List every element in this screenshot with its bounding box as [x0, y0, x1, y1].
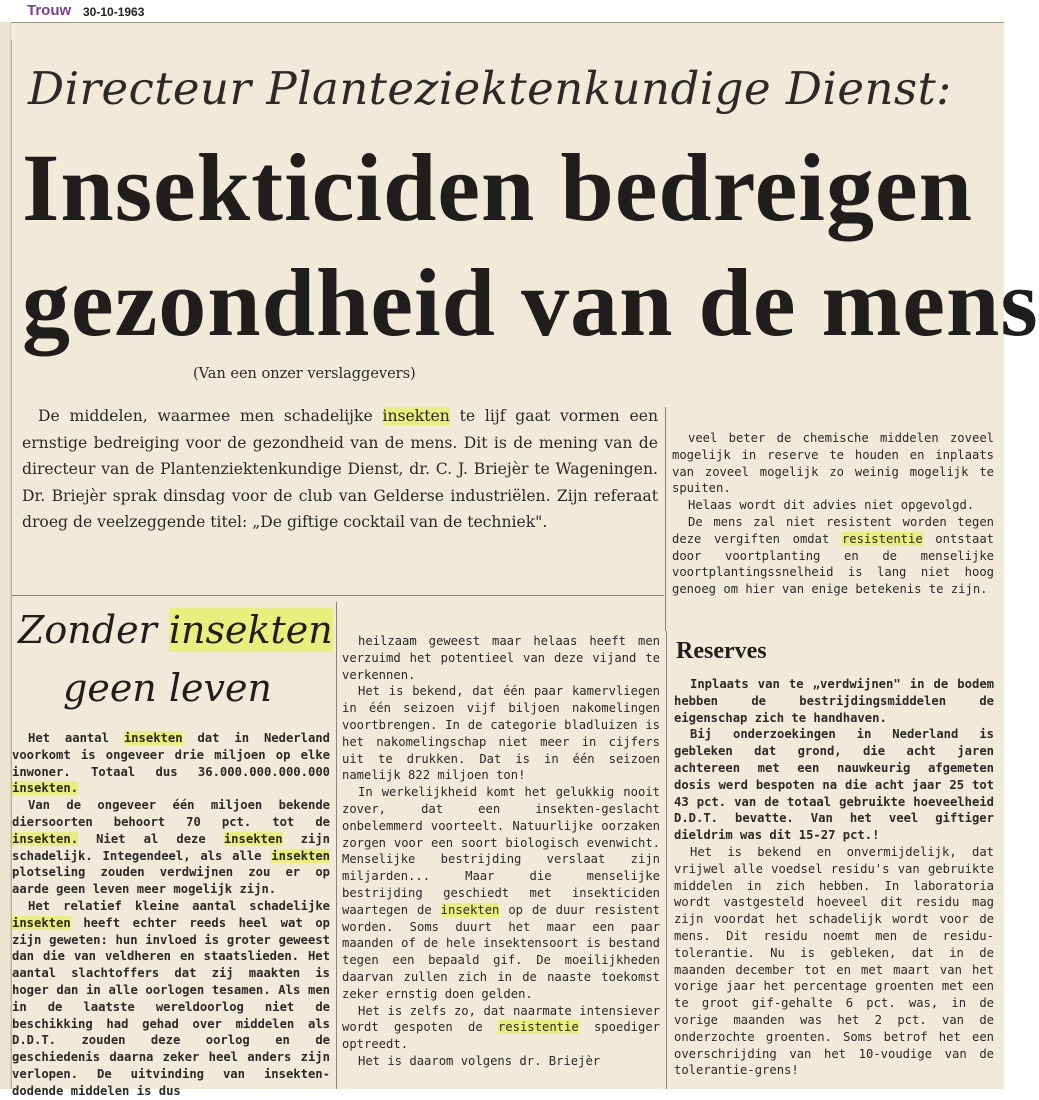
lead-paragraph: De middelen, waarmee men schadelijke insekten te lijf gaat vormen een ernstige bedreiging voor de gezondheid van de mens. Dit is de mening van de directeur van de Plantenziektenkundige Dienst, dr. C. J. Briejèr te Wageningen. Dr. Briejèr sprak dinsdag voor de club van Gelderse industriëlen. Zijn referaat droeg de veelzeggende titel: „De giftige cocktail van de techniek".	[22, 407, 658, 531]
publication-date: 30-10-1963	[83, 5, 145, 19]
highlighted-term: insekten.	[12, 831, 79, 846]
body-column-1: Het aantal insekten dat in Nederland voorkomt is ongeveer drie miljoen op elke inwoner. Totaal dus 36.000.000.000.000 insekten. Van de ongeveer één miljoen bekende diersoorten behoort 70 pct. tot de insekten. Niet al deze insekten zijn schadelijk. Integendeel, als alle insekten plotseling zouden verdwijnen zou er op aarde geen leven meer mogelijk zijn. Het relatief kleine aantal schadelijke insekten heeft echter reeds heel wat op zijn geweten: hun invloed is groter geweest dan die van veldheren en staatslieden. Het aantal slachtoffers dat zij maakten is hoger dan in alle oorlogen tesamen. Als men in de laatste wereldoorlog niet de beschikking had gehad over middelen als D.D.T. zouden deze oorlog en de geschiedenis daarna zeker heel anders zijn verlopen. De uitvinding van insekten-dodende middelen is dus	[12, 731, 330, 1098]
newspaper-name: Trouw	[27, 2, 72, 19]
highlighted-term: insekten	[271, 848, 330, 863]
top-rule	[0, 22, 1004, 23]
section-rule	[12, 595, 664, 596]
newspaper-clipping	[0, 22, 1039, 1098]
headline-line-1: Insekticiden bedreigen	[22, 134, 973, 241]
highlighted-term: insekten	[168, 608, 333, 652]
subheading-line-2: geen leven	[63, 666, 272, 710]
body-column-3: veel beter de chemische middelen zoveel mogelijk in reserve te houden en inplaats van zoveel mogelijk zo weinig mogelijk te spuiten. Helaas wordt dit advies niet opgevolgd. De mens zal niet resistent worden tegen deze vergiften omdat resistentie ontstaat door voortplanting en de menselijke voortplantingssnelheid is lang niet hoog genoeg om hier van enige betekenis te zijn.	[672, 431, 994, 597]
highlighted-term: resistentie	[497, 1020, 579, 1035]
header-bar	[0, 0, 1004, 22]
body-column-2: heilzaam geweest maar helaas heeft men verzuimd het potentieel van deze vijand te verkennen. Het is bekend, dat één paar kamervliegen in één seizoen vijf biljoen nakomelingen voortbrengen. In de categorie bladluizen is het nakomelingschap niet meer in cijfers uit te drukken. Dat is in één seizoen namelijk 822 miljoen ton! In werkelijkheid komt het gelukkig nooit zover, dat een insekten-geslacht onbelemmerd voorteelt. Natuurlijke oorzaken zorgen voor een soort biologisch evenwicht. Menselijke bestrijding verslaat zijn miljarden... Maar die menselijke bestrijding geschiedt met insekticiden waartegen de insekten op de duur resistent worden. Soms duurt het maar een paar maanden of de hele insektensoort is bestand tegen een bepaald gif. De moeilijkheden daarvan zullen zich in de naaste toekomst zeker ernstig doen gelden. Het is zelfs zo, dat naarmate intensiever wordt gespoten de resistentie spoediger optreedt. Het is daarom volgens dr. Briejèr	[342, 634, 661, 1068]
column-rule	[666, 631, 667, 1089]
byline: (Van een onzer verslaggevers)	[193, 366, 416, 382]
highlighted-term: insekten	[12, 915, 71, 930]
highlighted-term: insekten	[223, 831, 283, 846]
highlighted-term: insekten	[123, 731, 183, 745]
body-column-4: Inplaats van te „verdwijnen" in de bodem hebben de bestrijdingsmiddelen de eigenschap zich te handhaven. Bij onderzoekingen in Nederland is gebleken dat grond, die acht jaren achtereen met een nauwkeurig afgemeten dosis werd bespoten na die acht jaar 25 tot 43 pct. van de totaal gebruikte hoeveelheid D.D.T. bevatte. Van het veel giftiger dieldrim was dit 15-27 pct.! Het is bekend en onvermijdelijk, dat vrijwel alle voedsel residu's van gebruikte middelen in zich hebben. In laboratoria wordt vastgesteld hoeveel dit residu mag zijn voordat het schadelijk wordt voor de mens. Dit residu noemt men de residu-tolerantie. Nu is gebleken, dat in de maanden december tot en met maart van het vorige jaar het percentage groenten met een te groot gif-gehalte 6 pct. was, in de vorige maanden was het 2 pct. van de onderzochte groenten. Soms betrof het een overschrijding van het 10-voudige van de tolerantie-grens!	[674, 677, 994, 1078]
headline-line-2: gezondheid van de mens	[22, 249, 1039, 356]
kicker: Directeur Planteziektenkundige Dienst:	[28, 62, 952, 115]
highlighted-term: insekten.	[12, 781, 79, 796]
highlighted-term: insekten	[440, 902, 500, 917]
column-rule	[665, 407, 666, 631]
subheading: Zonder insekten	[18, 608, 333, 652]
adjacent-column-edge	[0, 22, 11, 1089]
highlighted-term: insekten	[382, 407, 450, 425]
column-rule	[336, 602, 337, 1089]
highlighted-term: resistentie	[841, 531, 923, 546]
section-heading: Reserves	[676, 638, 767, 664]
